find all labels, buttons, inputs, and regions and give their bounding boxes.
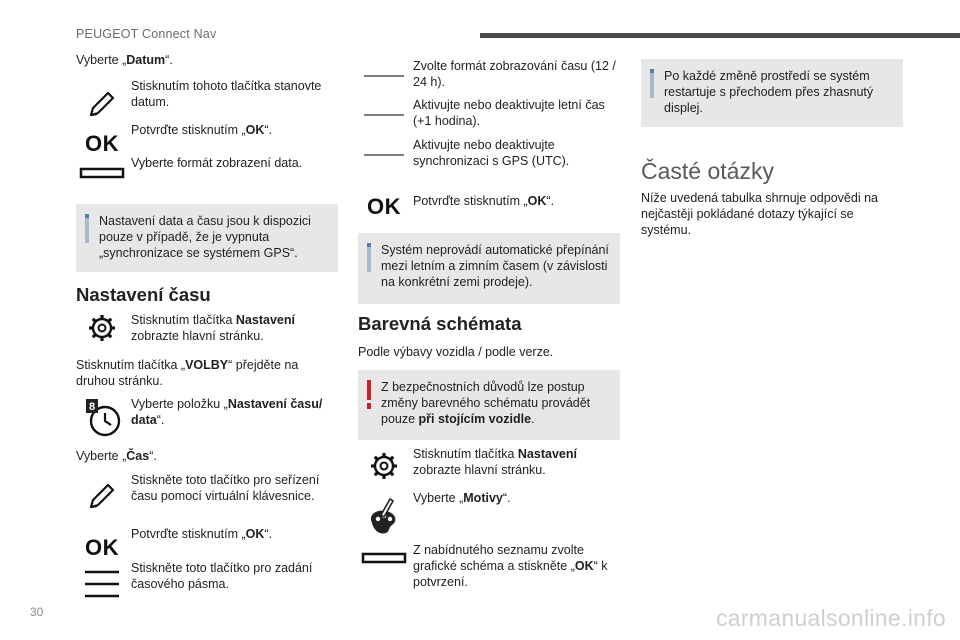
note-text: Systém neprovádí automatické přepínání mezi letním a zimním časem (v závislosti na konkrétní zemi prodeje). (381, 243, 609, 289)
header-rule (480, 33, 960, 38)
step-text: Potvrďte stisknutím „OK“. (413, 194, 555, 208)
running-header: PEUGEOT Connect Nav (76, 27, 217, 41)
step-gps-sync (358, 137, 620, 167)
warning-note (358, 370, 620, 440)
step-themes (358, 490, 620, 520)
step-text: Vyberte položku „Nastavení času/ data“. (131, 397, 323, 427)
badge-number: 8 (88, 401, 96, 413)
note-text: Nastavení data a času jsou k dispozici pouze v případě, že je vypnuta „synchronizace se systémem GPS“. (99, 214, 311, 260)
watermark: carmanualsonline.info (715, 604, 946, 631)
ok-icon: OK (367, 194, 401, 220)
step-settings (76, 312, 338, 342)
info-note-dst (358, 233, 620, 304)
step-time-zone (76, 560, 338, 590)
note-text: Z bezpečnostních důvodů lze postup změny barevného schématu provádět pouze při stojícím vozidle. (381, 380, 591, 426)
gear-icon (358, 446, 410, 486)
wide-button-icon (76, 153, 128, 193)
step-set-time (76, 472, 338, 502)
pencil-icon (76, 476, 128, 516)
heading-color-schemes: Barevná schémata (358, 313, 522, 334)
step-text: Potvrďte stisknutím „OK“. (131, 123, 273, 137)
menu-icon (76, 564, 128, 604)
step-settings-2 (358, 446, 620, 476)
page-number: 30 (30, 605, 44, 619)
step-confirm-ok-2 (76, 526, 338, 561)
step-text: Vyberte formát zobrazení data. (131, 156, 303, 170)
step-text: Z nabídnutého seznamu zvolte grafické schéma a stiskněte „OK“ k potvrzení. (413, 543, 608, 589)
step-text: Potvrďte stisknutím „OK“. (131, 527, 273, 541)
heading-faq: Časté otázky (641, 158, 774, 184)
gear-icon (76, 308, 128, 348)
step-text: Stiskněte toto tlačítko pro seřízení času pomocí virtuální klávesnice. (131, 473, 320, 503)
info-note-restart (641, 59, 903, 127)
step-text: Stisknutím tlačítka Nastavení zobrazte hlavní stránku. (413, 447, 577, 477)
info-icon (85, 214, 89, 243)
intro-time: Vyberte „Čas“. (76, 449, 157, 463)
warning-icon (367, 380, 371, 409)
para-options: Stisknutím tlačítka „VOLBY“ přejděte na druhou stránku. (76, 358, 299, 388)
step-confirm-ok (76, 122, 338, 157)
ok-icon: OK (85, 131, 119, 157)
para-version: Podle výbavy vozidla / podle verze. (358, 345, 554, 359)
step-text: Zvolte formát zobrazování času (12 / 24 h). (413, 59, 616, 89)
note-text: Po každé změně prostředí se systém restartuje s přechodem přes zhasnutý displej. (664, 69, 874, 115)
step-confirm-ok-3 (358, 193, 620, 223)
intro-date: Vyberte „Datum“. (76, 53, 173, 67)
ok-icon: OK (85, 535, 119, 561)
heading-time-settings: Nastavení času (76, 284, 211, 305)
line-button-icon (358, 135, 410, 175)
step-text: Stiskněte toto tlačítko pro zadání časového pásma. (131, 561, 313, 591)
step-time-format (358, 58, 620, 88)
wide-button-icon (358, 538, 410, 578)
line-button-icon (358, 95, 410, 135)
info-note-gps (76, 204, 338, 272)
step-date-format (76, 155, 338, 185)
palette-icon (358, 494, 410, 540)
step-text: Vyberte „Motivy“. (413, 491, 511, 505)
step-text: Aktivujte nebo deaktivujte synchronizaci s GPS (UTC). (413, 138, 570, 168)
step-summer-time (358, 97, 620, 127)
clock-icon (76, 396, 128, 440)
step-time-date (76, 396, 338, 426)
step-text: Aktivujte nebo deaktivujte letní čas (+1 hodina). (413, 98, 605, 128)
step-select-scheme (358, 542, 620, 589)
pencil-icon (76, 84, 128, 124)
step-set-date (76, 78, 338, 108)
info-icon (367, 243, 371, 272)
step-text: Stisknutím tlačítka Nastavení zobrazte hlavní stránku. (131, 313, 295, 343)
line-button-icon (358, 56, 410, 96)
step-text: Stisknutím tohoto tlačítka stanovte datum. (131, 79, 322, 109)
para-faq: Níže uvedená tabulka shrnuje odpovědi na nejčastěji pokládané dotazy týkající se systému. (641, 191, 878, 237)
info-icon (650, 69, 654, 98)
